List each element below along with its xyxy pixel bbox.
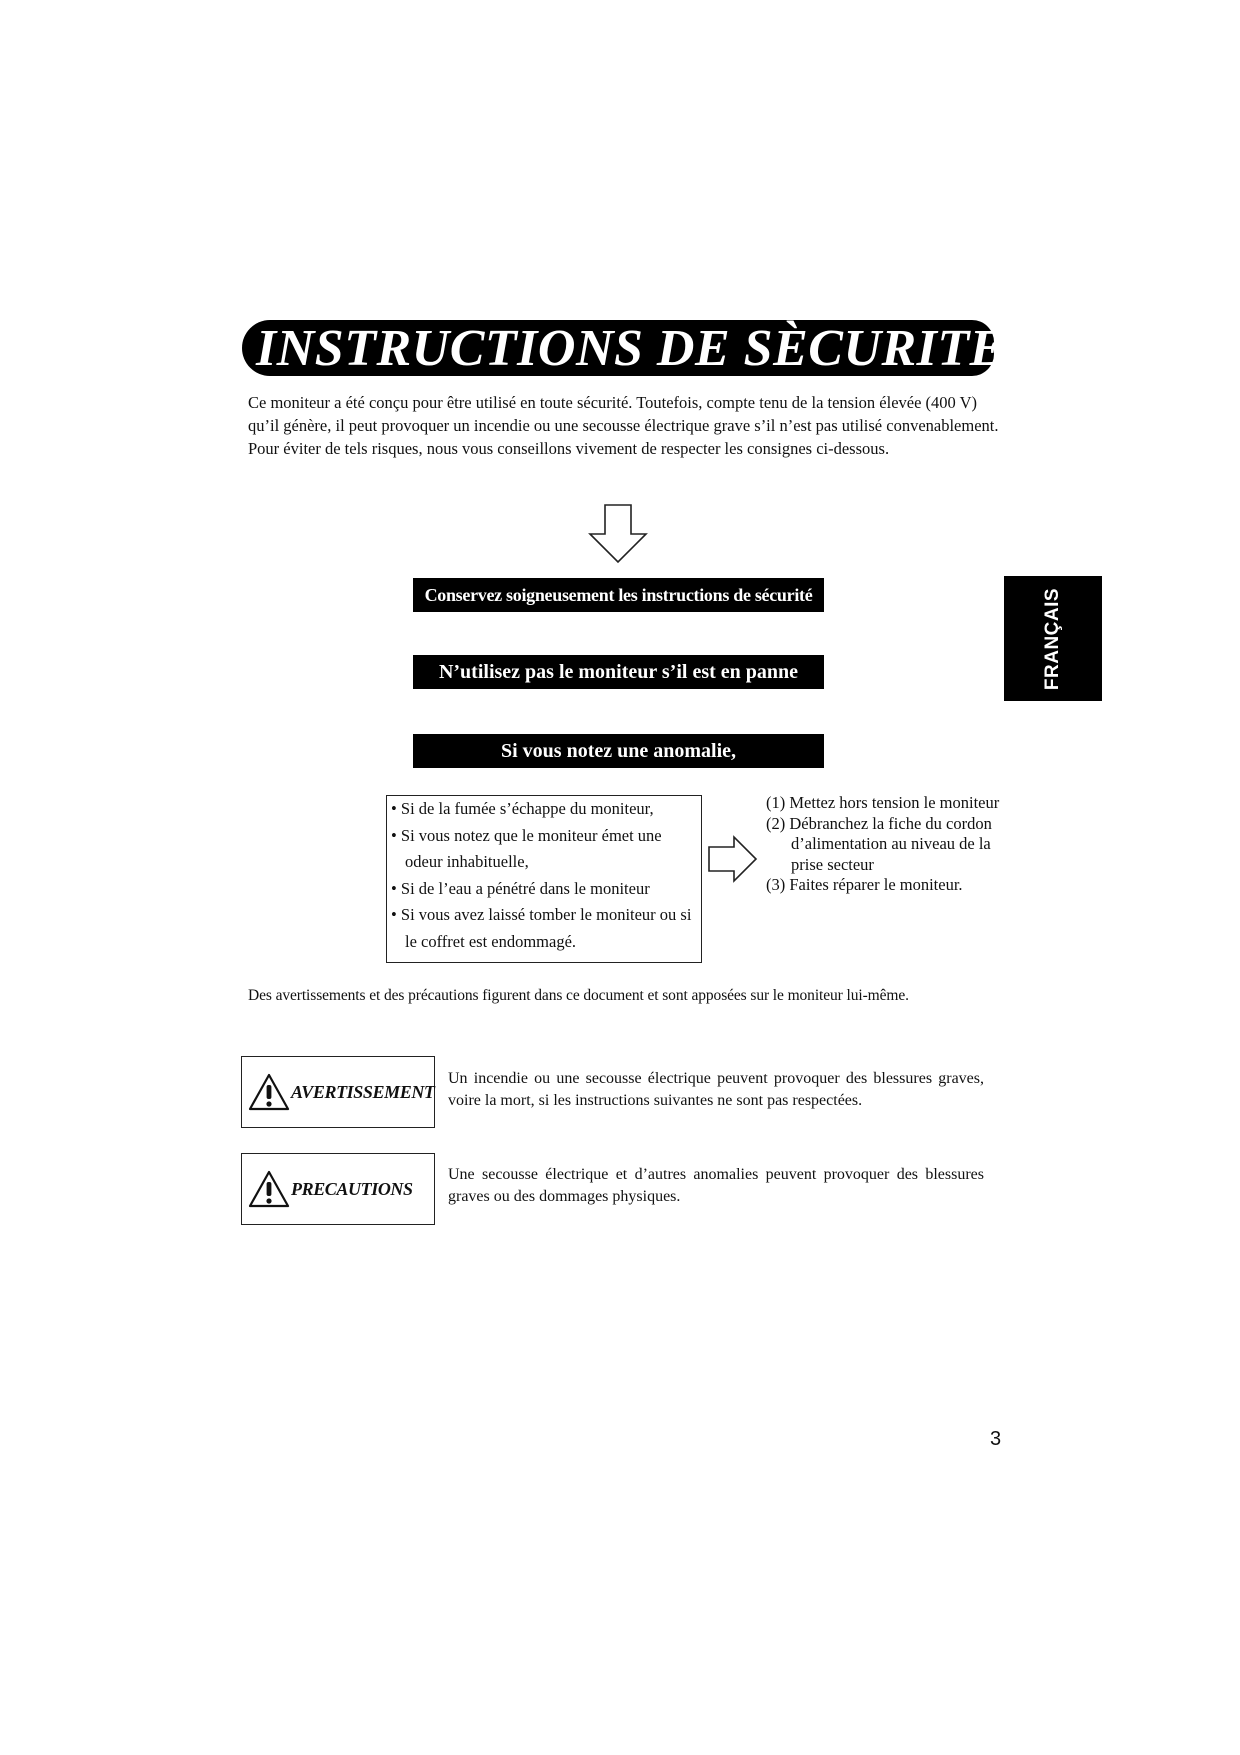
symptom-item: • Si de la fumée s’échappe du moniteur,: [391, 799, 654, 818]
symptom-item: • Si de l’eau a pénétré dans le moniteur: [391, 878, 650, 898]
do-not-use-banner: N’utilisez pas le moniteur s’il est en panne: [413, 655, 824, 689]
warning-label-box: [241, 1056, 435, 1128]
language-tab-label: FRANÇAIS: [1042, 587, 1063, 690]
symptom-item: • Si vous avez laissé tomber le moniteur ou si le coffret est endommagé.: [391, 905, 692, 951]
actions-list: [766, 793, 1016, 896]
warning-triangle-icon: [248, 1073, 290, 1111]
page-number: 3: [990, 1428, 1002, 1450]
intro-text: [248, 391, 1008, 460]
caution-description: Une secousse électrique et d’autres anomalies peuvent provoquer des blessures graves ou des dommages physiques.: [448, 1166, 984, 1205]
warnings-note: Des avertissements et des précautions figurent dans ce document et sont apposées sur le moniteur lui-même.: [248, 987, 909, 1004]
caution-label-box: [241, 1153, 435, 1225]
caution-label: PRECAUTIONS: [291, 1179, 413, 1199]
warning-description: Un incendie ou une secousse électrique peuvent provoquer des blessures graves, voire la mort, si les instructions suivantes ne sont pas respectées.: [448, 1070, 984, 1109]
right-arrow-icon: [708, 835, 758, 885]
warning-label: AVERTISSEMENT: [291, 1082, 435, 1102]
if-anomaly-banner: Si vous notez une anomalie,: [413, 734, 824, 768]
action-step: (1) Mettez hors tension le moniteur: [766, 793, 1000, 812]
page-title: INSTRUCTIONS DE SÈCURITÈ: [256, 320, 1005, 377]
symptoms-box: [386, 795, 702, 963]
down-arrow-icon: [588, 504, 648, 564]
language-tab: [1004, 576, 1102, 701]
intro-paragraph-2: Pour éviter de tels risques, nous vous conseillons vivement de respecter les consignes ci-dessous.: [248, 439, 890, 458]
action-step: (3) Faites réparer le moniteur.: [766, 875, 963, 894]
intro-paragraph-1: Ce moniteur a été conçu pour être utilisé en toute sécurité. Toutefois, compte tenu de la tension élevée (400 V) qu’il génère, il peut provoquer un incendie ou une secousse électrique grave s’il n’est pas utilisé convenablement.: [248, 393, 999, 435]
action-step: (2) Débranchez la fiche du cordon d’alimentation au niveau de la prise secteur: [766, 813, 992, 874]
symptom-item: • Si vous notez que le moniteur émet une odeur inhabituelle,: [391, 825, 662, 871]
keep-instructions-banner: Conservez soigneusement les instructions de sécurité: [413, 578, 824, 612]
warning-triangle-icon: [248, 1170, 290, 1208]
